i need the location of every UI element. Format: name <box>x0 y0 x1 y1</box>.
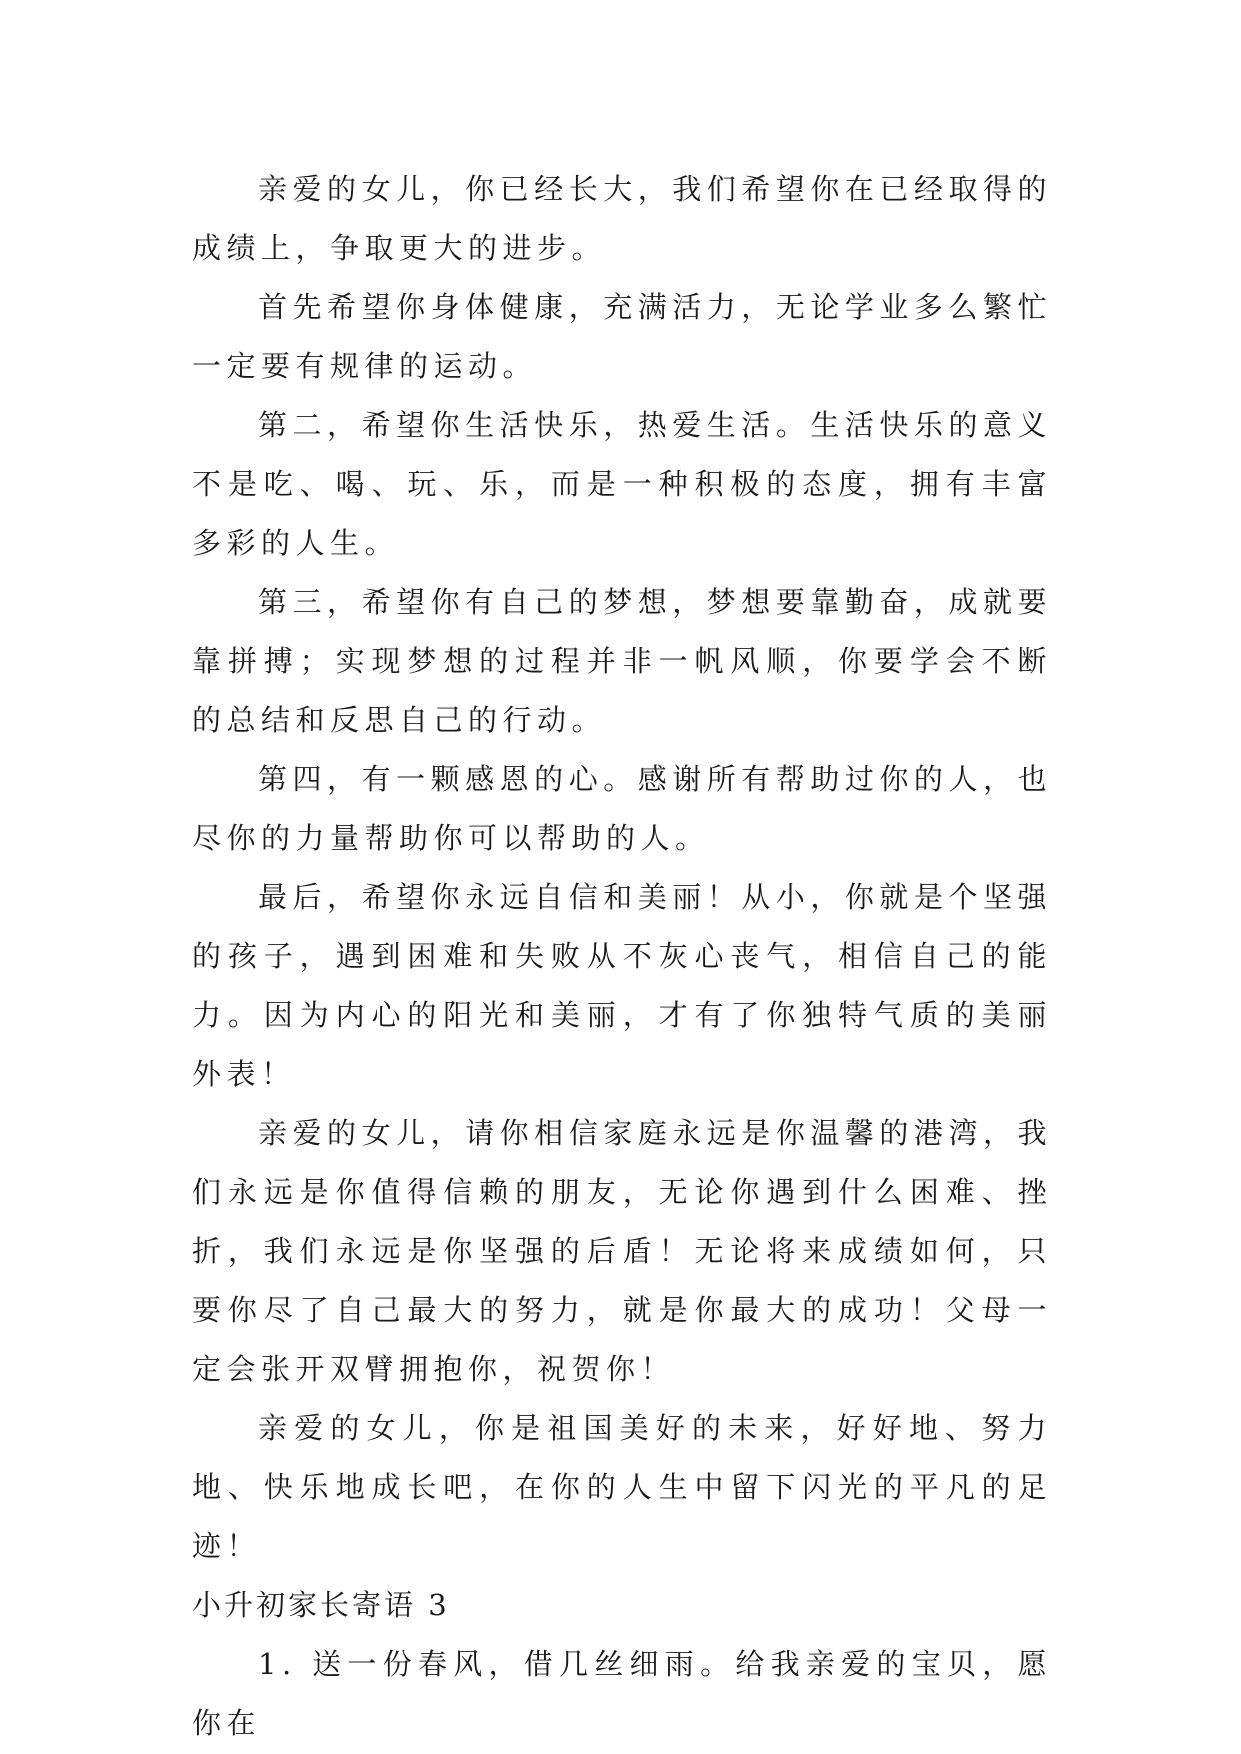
paragraph-9: 1. 送一份春风，借几丝细雨。给我亲爱的宝贝，愿你在 <box>192 1647 1052 1740</box>
paragraph-3: 第二，希望你生活快乐，热爱生活。生活快乐的意义不是吃、喝、玩、乐，而是一种积极的态度，拥有丰富多彩的人生。 <box>192 408 1052 560</box>
paragraph-4: 第三，希望你有自己的梦想，梦想要靠勤奋，成就要靠拼搏；实现梦想的过程并非一帆风顺，你要学会不断的总结和反思自己的行动。 <box>192 585 1052 737</box>
document-body <box>192 160 1052 1753</box>
paragraph-8: 亲爱的女儿，你是祖国美好的未来，好好地、努力地、快乐地成长吧，在你的人生中留下闪光的平凡的足迹！ <box>192 1411 1052 1563</box>
paragraph-6: 最后，希望你永远自信和美丽！从小，你就是个坚强的孩子，遇到困难和失败从不灰心丧气，相信自己的能力。因为内心的阳光和美丽，才有了你独特气质的美丽外表！ <box>192 880 1052 1091</box>
section-heading: 小升初家长寄语 3 <box>192 1588 450 1622</box>
paragraph-2: 首先希望你身体健康，充满活力，无论学业多么繁忙一定要有规律的运动。 <box>192 290 1052 383</box>
paragraph-7: 亲爱的女儿，请你相信家庭永远是你温馨的港湾，我们永远是你值得信赖的朋友，无论你遇到什么困难、挫折，我们永远是你坚强的后盾！无论将来成绩如何，只要你尽了自己最大的努力，就是你最大的成功！父母一定会张开双臂拥抱你，祝贺你！ <box>192 1116 1052 1386</box>
paragraph-5: 第四，有一颗感恩的心。感谢所有帮助过你的人，也尽你的力量帮助你可以帮助的人。 <box>192 762 1052 855</box>
paragraph-1: 亲爱的女儿，你已经长大，我们希望你在已经取得的成绩上，争取更大的进步。 <box>192 172 1052 265</box>
